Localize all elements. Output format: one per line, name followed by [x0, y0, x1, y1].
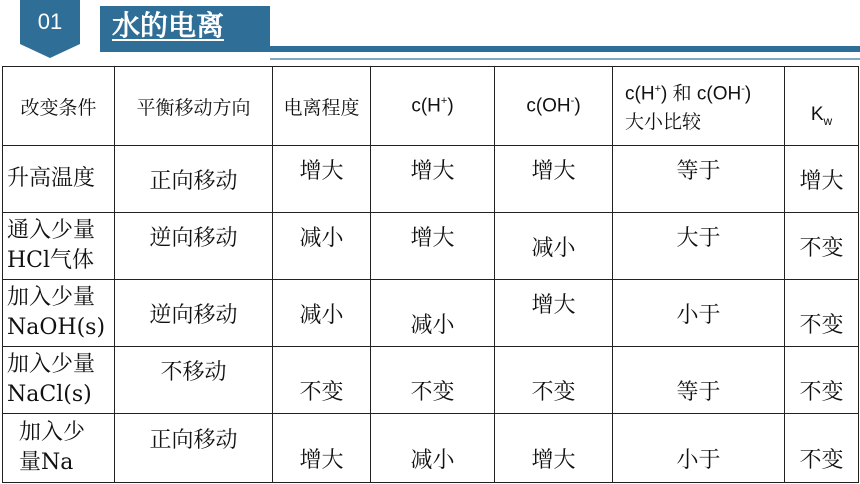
cell-degree: 增大 [273, 414, 371, 483]
cell-cOH: 增大 [495, 280, 613, 347]
table-row [3, 213, 859, 280]
header-compare-line2: 大小比较 [625, 111, 702, 133]
cell-degree: 增大 [273, 146, 371, 213]
cell-cH: 增大 [371, 146, 495, 213]
header-compare-line1: c(H+) 和 c(OH-) [625, 83, 752, 105]
header-cH: c(H+) [371, 67, 495, 146]
cell-condition: 升高温度 [3, 146, 115, 213]
header-shift: 平衡移动方向 [115, 67, 273, 146]
cell-cOH: 不变 [495, 347, 613, 414]
ionization-table [2, 66, 859, 483]
cell-compare: 小于 [613, 414, 785, 483]
table-row [3, 146, 859, 213]
cell-compare: 大于 [613, 213, 785, 280]
cell-kw: 增大 [785, 146, 859, 213]
cell-cH: 增大 [371, 213, 495, 280]
cell-kw: 不变 [785, 213, 859, 280]
cell-shift: 逆向移动 [115, 280, 273, 347]
header-kw: $K_w$ [785, 67, 859, 146]
header-condition: 改变条件 [3, 67, 115, 146]
badge-tail-decoration [20, 44, 80, 58]
cell-compare: 等于 [613, 347, 785, 414]
cell-condition: 通入少量 HCl气体 [3, 213, 115, 280]
header-cOH: c(OH-) [495, 67, 613, 146]
header-degree: 电离程度 [273, 67, 371, 146]
table-header-row [3, 67, 859, 146]
cell-shift: 逆向移动 [115, 213, 273, 280]
cell-degree: 减小 [273, 213, 371, 280]
cell-cOH: 增大 [495, 414, 613, 483]
cell-kw: 不变 [785, 414, 859, 483]
cell-kw: 不变 [785, 347, 859, 414]
cell-cOH: 减小 [495, 213, 613, 280]
cell-compare: 小于 [613, 280, 785, 347]
cell-cH: 减小 [371, 414, 495, 483]
table-row [3, 280, 859, 347]
cell-degree: 减小 [273, 280, 371, 347]
cell-shift: 正向移动 [115, 146, 273, 213]
section-number: 01 [37, 9, 63, 34]
cell-cH: 减小 [371, 280, 495, 347]
cell-condition: 加入少量 NaOH(s) [3, 280, 115, 347]
cell-condition: 加入少量 NaCl(s) [3, 347, 115, 414]
title-underline-bar [100, 46, 860, 52]
cell-shift: 不移动 [115, 347, 273, 414]
header-compare [613, 67, 785, 146]
cell-cH: 不变 [371, 347, 495, 414]
cell-degree: 不变 [273, 347, 371, 414]
section-number-badge [20, 0, 80, 44]
cell-cOH: 增大 [495, 146, 613, 213]
table-row [3, 414, 859, 483]
section-title: 水的电离 [100, 6, 270, 46]
cell-compare: 等于 [613, 146, 785, 213]
title-underline-thin [270, 58, 860, 60]
table-row [3, 347, 859, 414]
cell-condition: 加入少 量Na [3, 414, 115, 483]
cell-kw: 不变 [785, 280, 859, 347]
cell-shift: 正向移动 [115, 414, 273, 483]
